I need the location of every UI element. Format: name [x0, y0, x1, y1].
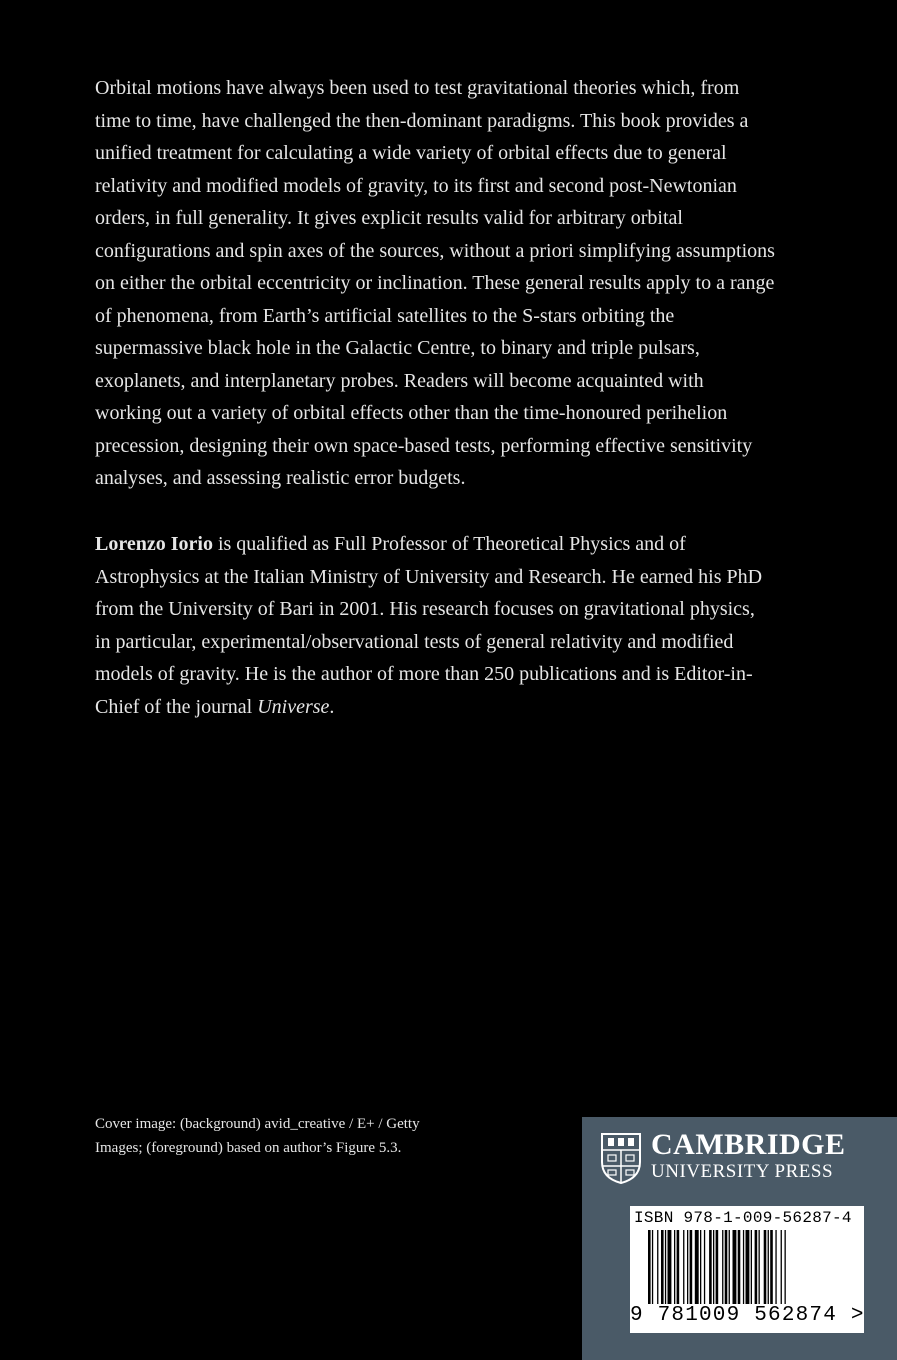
- publisher-subtitle: UNIVERSITY PRESS: [651, 1161, 834, 1182]
- cover-image-credit: Cover image: (background) avid_creative / E+ / Getty Images; (foreground) based on author’s Figure 5.3.: [95, 1116, 420, 1156]
- barcode-bar: [746, 1230, 750, 1304]
- barcode-bar: [700, 1230, 701, 1304]
- barcode-bar: [725, 1230, 728, 1304]
- barcode-bar: [695, 1230, 699, 1304]
- barcode-bar: [738, 1230, 741, 1304]
- barcode-bar: [755, 1230, 758, 1304]
- barcode-bar: [677, 1230, 680, 1304]
- barcode-bar: [743, 1230, 744, 1304]
- cambridge-crest-icon: [600, 1132, 642, 1184]
- barcode-bar: [729, 1230, 730, 1304]
- isbn-label: ISBN 978-1-009-56287-4: [634, 1209, 852, 1227]
- barcode-bar: [722, 1230, 723, 1304]
- barcode-bar: [764, 1230, 767, 1304]
- barcode-bars: [634, 1230, 858, 1306]
- author-bio: [95, 528, 775, 723]
- author-bio-end: .: [329, 695, 335, 718]
- barcode-bar: [716, 1230, 719, 1304]
- barcode-bar: [652, 1230, 653, 1304]
- barcode-bar: [704, 1230, 705, 1304]
- barcode-bar: [661, 1230, 664, 1304]
- barcode-bar: [770, 1230, 773, 1304]
- barcode-bar: [785, 1230, 786, 1304]
- barcode-bar: [751, 1230, 752, 1304]
- publisher-name: CAMBRIDGE: [651, 1128, 846, 1161]
- back-cover-blurb: Orbital motions have always been used to test gravitational theories which, from time to time, have challenged the then-dominant paradigms. This book provides a unified treatment for calculating a wide variety of orbital effects due to general relativity and modified models of gravity, to its first and second post-Newtonian orders, in full generality. It gives explicit results valid for arbitrary orbital configurations and spin axes of the sources, without a priori simplifying assumptions on either the orbital eccentricity or inclination. These general results apply to a range of phenomena, from Earth’s artificial satellites to the S-stars orbiting the supermassive black hole in the Galactic Centre, to binary and triple pulsars, exoplanets, and interplanetary probes. Readers will become acquainted with working out a variety of orbital effects other than the time-honoured perihelion precession, designing their own space-based tests, performing effective sensitivity analyses, and assessing realistic error budgets.: [95, 77, 775, 489]
- author-name: Lorenzo Iorio: [95, 533, 213, 555]
- barcode-bar: [781, 1230, 782, 1304]
- barcode-bar: [687, 1230, 688, 1304]
- isbn-barcode: [630, 1206, 864, 1333]
- author-bio-text: is qualified as Full Professor of Theoretical Physics and of Astrophysics at the Italian Ministry of University and Research. He earned his PhD from the University of Bari in 2001. His research focuses on gravitational physics, in particular, experimental/observational tests of general relativity and modified models of gravity. He is the author of more than 250 publications and is Editor-in-Chief of the journal: [95, 533, 763, 718]
- journal-name: Universe: [257, 695, 330, 718]
- publisher-panel: [582, 1117, 897, 1360]
- barcode-bar: [674, 1230, 675, 1304]
- barcode-bar: [668, 1230, 672, 1304]
- barcode-bar: [775, 1230, 776, 1304]
- barcode-bar: [648, 1230, 651, 1304]
- barcode-bar: [759, 1230, 760, 1304]
- barcode-bar: [713, 1230, 714, 1304]
- barcode-bar: [683, 1230, 684, 1304]
- barcode-bar: [709, 1230, 712, 1304]
- barcode-bar: [690, 1230, 693, 1304]
- barcode-bar: [733, 1230, 737, 1304]
- barcode-bar: [657, 1230, 658, 1304]
- barcode-digits: 9 781009 562874 >: [630, 1304, 865, 1327]
- barcode-bar: [665, 1230, 666, 1304]
- barcode-bar: [768, 1230, 769, 1304]
